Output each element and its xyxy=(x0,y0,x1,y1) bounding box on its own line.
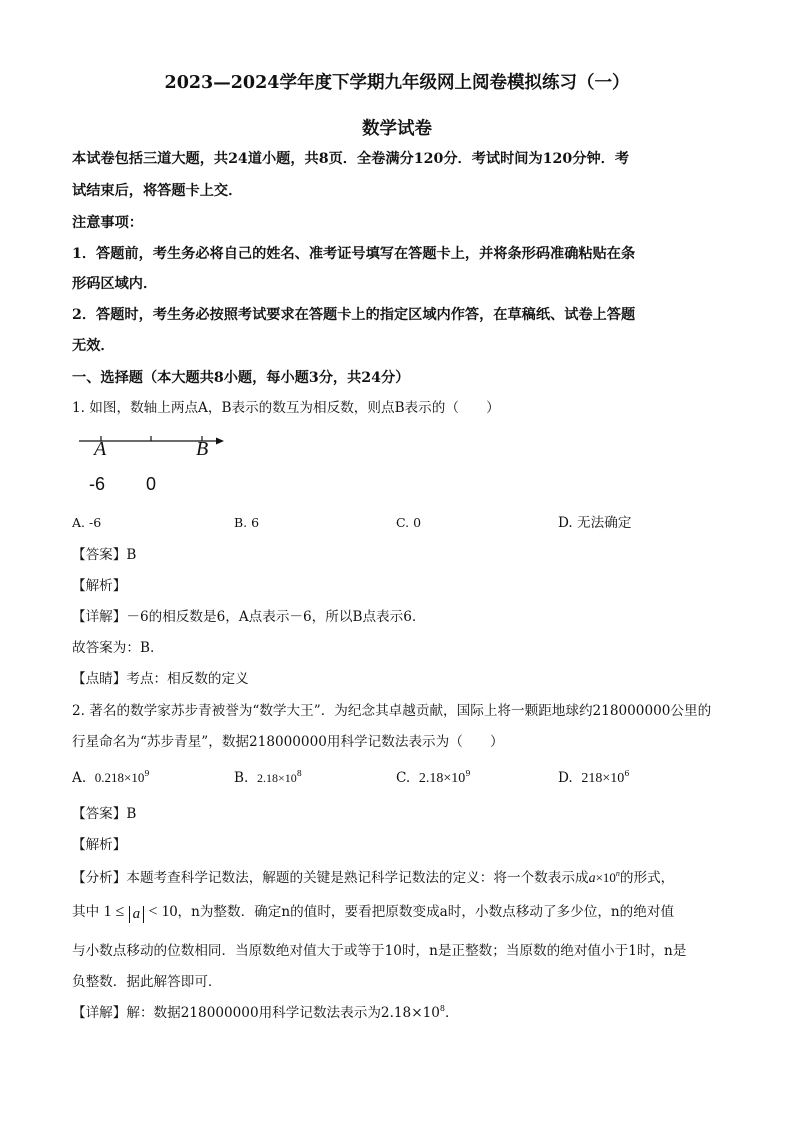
note-1-line-2: 形码区域内． xyxy=(72,276,158,292)
q2-option-c-label: C. xyxy=(396,770,411,786)
q2-fenxi-line-4: 负整数．据此解答即可． xyxy=(72,974,222,990)
section-1-heading: 一、选择题（本大题共8小题，每小题3分，共24分） xyxy=(72,370,410,386)
exam-title: 2023—2024学年度下学期九年级网上阅卷模拟练习（一） xyxy=(164,73,630,93)
q1-answer: 【答案】B xyxy=(72,547,137,563)
q2-analysis: 【解析】 xyxy=(72,837,127,853)
q1-option-b: B. 6 xyxy=(234,515,260,530)
tick-label-a: -6 xyxy=(89,474,106,494)
q2-option-c xyxy=(396,768,470,789)
question-2-stem-line-2: 行星命名为“苏步青星”，数据218000000用科学记数法表示为（ ） xyxy=(72,734,504,750)
q1-option-a: A. -6 xyxy=(72,515,102,530)
question-1-stem: 1. 如图，数轴上两点A，B表示的数互为相反数，则点B表示的（ ） xyxy=(72,400,500,416)
intro-line-1: 本试卷包括三道大题，共24道小题，共8页．全卷满分120分．考试时间为120分钟．考 xyxy=(72,151,630,167)
notes-heading: 注意事项： xyxy=(72,215,143,231)
note-1-line-1: 1．答题前，考生务必将自己的姓名、准考证号填写在答题卡上，并将条形码准确粘贴在条 xyxy=(72,246,636,262)
note-2-line-1: 2．答题时，考生务必按照考试要求在答题卡上的指定区域内作答，在草稿纸、试卷上答题 xyxy=(72,307,636,323)
q2-option-a-exponent: 9 xyxy=(144,769,150,778)
q2-option-b-value: 2.18×10 xyxy=(256,771,297,785)
arrow-head-icon xyxy=(216,438,224,445)
q2-detail-exponent: 8 xyxy=(439,1004,445,1013)
q2-option-d-value: 218×10 xyxy=(581,771,625,786)
formula-exponent-n: n xyxy=(615,869,620,878)
formula-a: a xyxy=(588,871,596,886)
q1-analysis: 【解析】 xyxy=(72,578,127,594)
q2-option-d xyxy=(558,768,629,789)
q2-detail xyxy=(72,1003,459,1023)
q2-option-c-exponent: 9 xyxy=(465,769,471,778)
q2-option-a-value: 0.218×10 xyxy=(94,770,145,785)
inequality-abs-a: a xyxy=(129,906,145,923)
q2-fenxi-line-3: 与小数点移动的位数相同．当原数绝对值大于或等于10时，n是正整数；当原数的绝对值小于1时，n是 xyxy=(72,943,687,959)
point-a-label: A xyxy=(94,438,107,460)
q1-comment: 【点睛】考点：相反数的定义 xyxy=(72,671,249,687)
q2-option-d-exponent: 6 xyxy=(624,769,630,778)
q1-conclusion: 故答案为：B. xyxy=(72,640,155,656)
q2-fenxi-text-1: 【分析】本题考查科学记数法，解题的关键是熟记科学记数法的定义：将一个数表示成 xyxy=(72,870,589,886)
question-2-stem-line-1: 2. 著名的数学家苏步青被誉为“数学大王”．为纪念其卓越贡献，国际上将一颗距地球约218000000公里的 xyxy=(72,703,712,719)
q2-fenxi-text-2a: 其中 xyxy=(72,904,100,920)
q2-fenxi-line-2 xyxy=(72,902,674,923)
q2-fenxi-text-2b: ，n为整数．确定n的值时，要看把原数变成a时，小数点移动了多少位，n的绝对值 xyxy=(177,904,675,920)
subject-title: 数学试卷 xyxy=(362,119,432,139)
q2-option-b-label: B. xyxy=(234,770,249,786)
q2-option-c-value: 2.18×10 xyxy=(418,771,466,786)
q1-option-c: C. 0 xyxy=(396,515,422,530)
q2-option-d-label: D. xyxy=(558,770,573,786)
q2-option-a-label: A. xyxy=(72,770,87,786)
inequality-left: 1 ≤ xyxy=(103,903,125,920)
formula-times-ten: ×10 xyxy=(595,870,616,885)
tick-label-zero: 0 xyxy=(146,474,157,494)
point-b-label: B xyxy=(196,438,209,460)
q2-fenxi-line-1 xyxy=(72,868,674,889)
intro-line-2: 试结束后，将答题卡上交． xyxy=(72,183,243,199)
q1-detail: 【详解】－6的相反数是6，A点表示－6，所以B点表示6. xyxy=(72,609,417,625)
q1-option-d: D. 无法确定 xyxy=(558,515,632,531)
q2-detail-end: ． xyxy=(444,1005,459,1021)
q2-detail-text: 【详解】解：数据218000000用科学记数法表示为2.18×10 xyxy=(72,1005,440,1021)
q2-option-b-exponent: 8 xyxy=(296,769,302,778)
q2-fenxi-text-1b: 的形式， xyxy=(619,870,675,886)
q2-option-b xyxy=(234,768,302,788)
q2-answer: 【答案】B xyxy=(72,806,137,822)
inequality-right: < 10 xyxy=(148,903,178,920)
note-2-line-2: 无效． xyxy=(72,338,115,354)
q2-option-a xyxy=(72,768,149,788)
